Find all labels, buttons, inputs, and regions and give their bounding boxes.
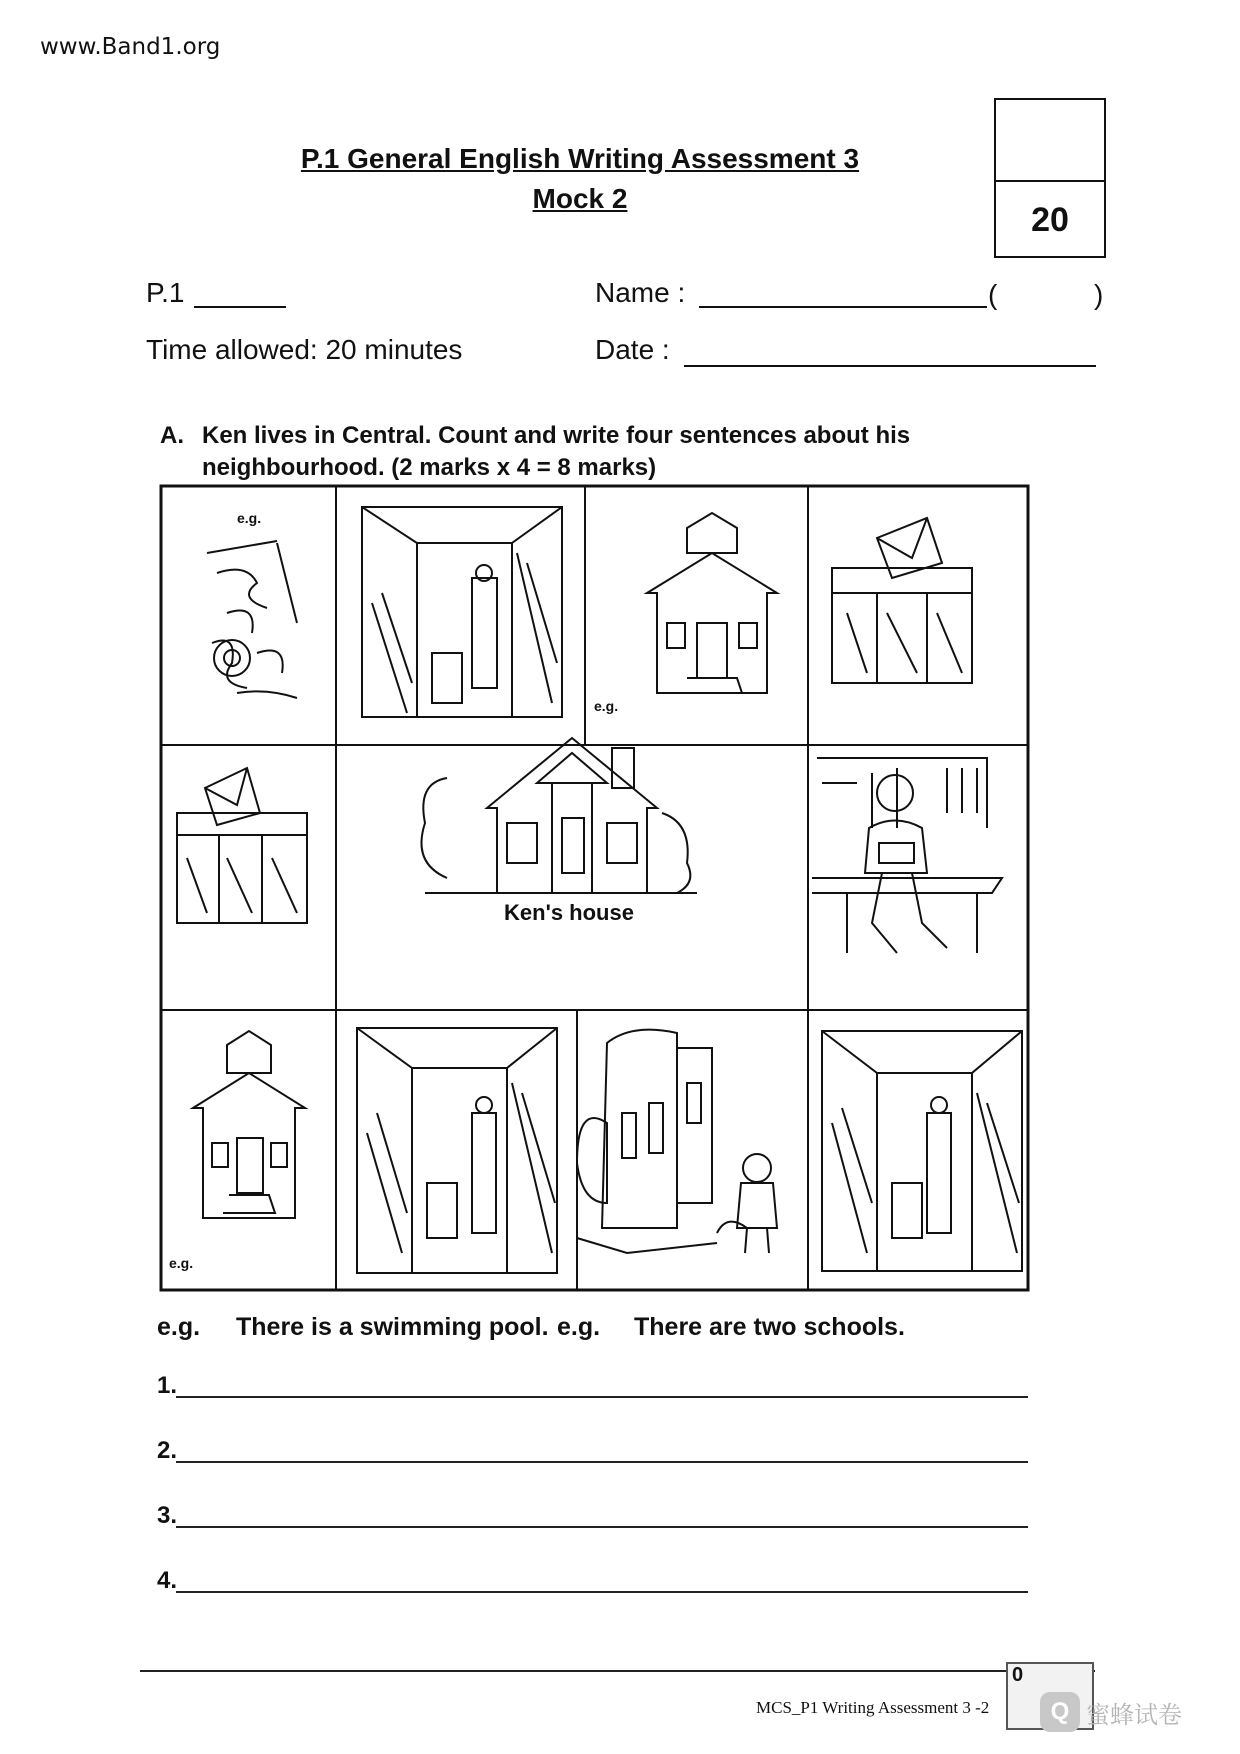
eg-label: e.g. <box>237 510 262 526</box>
answer-1-line[interactable] <box>176 1396 1028 1398</box>
watermark <box>1040 1692 1182 1732</box>
answer-1-number: 1. <box>157 1372 178 1399</box>
answer-2-number: 2. <box>157 1437 178 1464</box>
page-subtitle: Mock 2 <box>532 183 628 214</box>
police-station-picture <box>577 1030 777 1253</box>
question-letter: A. <box>160 422 184 449</box>
date-field[interactable] <box>684 365 1096 367</box>
example-2-text: There are two schools. <box>634 1313 905 1341</box>
ken-house-picture <box>421 738 697 925</box>
site-url: www.Band1.org <box>40 34 221 60</box>
grid-frame <box>161 486 1028 1290</box>
eg-label: e.g. <box>594 698 619 714</box>
post-office-picture <box>832 518 972 683</box>
supermarket-picture <box>362 507 562 717</box>
date-label: Date : <box>595 334 670 365</box>
score-total: 20 <box>1031 200 1069 239</box>
class-field[interactable] <box>194 306 286 308</box>
ken-house-caption: Ken's house <box>504 900 634 925</box>
question-a <box>160 420 911 481</box>
example-1-text: There is a swimming pool. <box>236 1313 549 1341</box>
answer-2-line[interactable] <box>176 1461 1028 1463</box>
question-line2: neighbourhood. (2 marks x 4 = 8 marks) <box>202 454 657 481</box>
eg-label: e.g. <box>169 1255 194 1271</box>
answer-3-line[interactable] <box>176 1526 1028 1528</box>
supermarket-picture <box>822 1031 1022 1271</box>
watermark-icon: Q <box>1040 1692 1080 1732</box>
answer-4-line[interactable] <box>176 1591 1028 1593</box>
swimming-pool-picture <box>207 510 297 698</box>
footer-text: MCS_P1 Writing Assessment 3 -2 <box>756 1698 990 1717</box>
answer-3-number: 3. <box>157 1502 178 1529</box>
example-2-label: e.g. <box>557 1313 601 1341</box>
answer-4-number: 4. <box>157 1567 178 1594</box>
name-field[interactable] <box>699 306 987 308</box>
time-allowed: Time allowed: 20 minutes <box>146 334 463 365</box>
school-picture <box>169 1031 305 1271</box>
watermark-text: 蜜蜂试卷 <box>1086 1701 1182 1729</box>
name-paren-open: ( <box>988 279 998 310</box>
score-box <box>994 98 1106 258</box>
library-picture <box>812 758 1002 953</box>
score-box-blank[interactable] <box>996 100 1104 182</box>
class-label: P.1 <box>146 277 185 308</box>
picture-grid <box>157 483 1034 1295</box>
footer-rule <box>140 1670 1095 1672</box>
post-office-picture <box>177 768 307 923</box>
example-1-label: e.g. <box>157 1313 201 1341</box>
page-title: P.1 General English Writing Assessment 3 <box>300 143 860 174</box>
supermarket-picture <box>357 1028 557 1273</box>
school-picture <box>594 513 777 714</box>
name-paren-close: ) <box>1094 279 1104 310</box>
page-box: 0 <box>1006 1662 1094 1730</box>
question-line1: Ken lives in Central. Count and write four sentences about his <box>202 422 911 449</box>
name-label: Name : <box>595 277 686 308</box>
